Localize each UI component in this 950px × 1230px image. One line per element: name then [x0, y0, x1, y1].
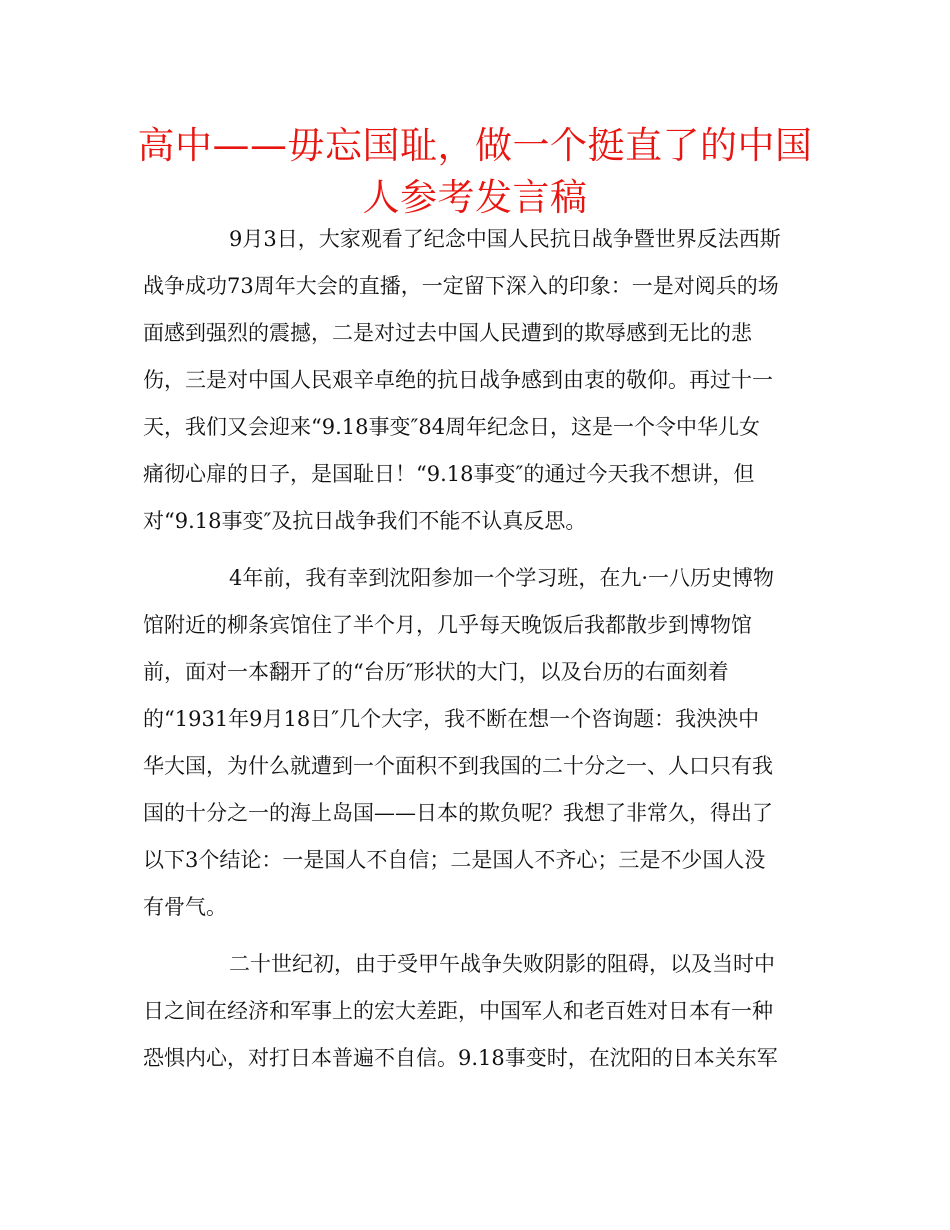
paragraph-2 [143, 555, 808, 931]
paragraph-line: 国的十分之一的海上岛国——日本的欺负呢？我想了非常久，得出了 [143, 801, 773, 825]
paragraph-line: 天，我们又会迎来“9.18事变″84周年纪念日，这是一个令中华儿女 [143, 415, 761, 439]
title-line-1: 高中——毋忘国耻，做一个挺直了的中国 [137, 124, 813, 167]
paragraph-line: 战争成功73周年大会的直播，一定留下深入的印象：一是对阅兵的场 [143, 274, 779, 298]
title-line-2: 人参考发言稿 [362, 176, 588, 219]
paragraph-line: 面感到强烈的震撼，二是对过去中国人民遭到的欺辱感到无比的悲 [143, 321, 752, 345]
document-body [143, 216, 808, 1092]
paragraph-line: 4年前，我有幸到沈阳参加一个学习班，在九·一八历史博物 [229, 566, 775, 590]
paragraph-line: 前，面对一本翻开了的“台历″形状的大门，以及台历的右面刻着 [143, 660, 729, 684]
paragraph-line: 9月3日，大家观看了纪念中国人民抗日战争暨世界反法西斯 [229, 227, 781, 251]
paragraph-line: 华大国，为什么就遭到一个面积不到我国的二十分之一、人口只有我 [143, 754, 773, 778]
paragraph-line: 的“1931年9月18日″几个大字，我不断在想一个咨询题：我泱泱中 [143, 707, 760, 731]
paragraph-line: 有骨气。 [143, 895, 227, 919]
paragraph-line: 恐惧内心，对打日本普遍不自信。9.18事变时，在沈阳的日本关东军 [143, 1046, 778, 1070]
paragraph-line: 伤，三是对中国人民艰辛卓绝的抗日战争感到由衷的敬仰。再过十一 [143, 368, 773, 392]
paragraph-line: 痛彻心扉的日子，是国耻日！“9.18事变″的通过今天我不想讲，但 [143, 462, 755, 486]
paragraph-line: 日之间在经济和军事上的宏大差距，中国军人和老百姓对日本有一种 [143, 999, 773, 1023]
paragraph-line: 对“9.18事变″及抗日战争我们不能不认真反思。 [143, 509, 587, 533]
paragraph-line: 二十世纪初，由于受甲午战争失败阴影的阻碍，以及当时中 [229, 952, 775, 976]
document-title [100, 120, 850, 224]
paragraph-line: 以下3个结论：一是国人不自信；二是国人不齐心；三是不少国人没 [143, 848, 766, 872]
paragraph-line: 馆附近的柳条宾馆住了半个月，几乎每天晚饭后我都散步到博物馆 [143, 613, 752, 637]
paragraph-1 [143, 216, 808, 545]
paragraph-3 [143, 941, 808, 1082]
